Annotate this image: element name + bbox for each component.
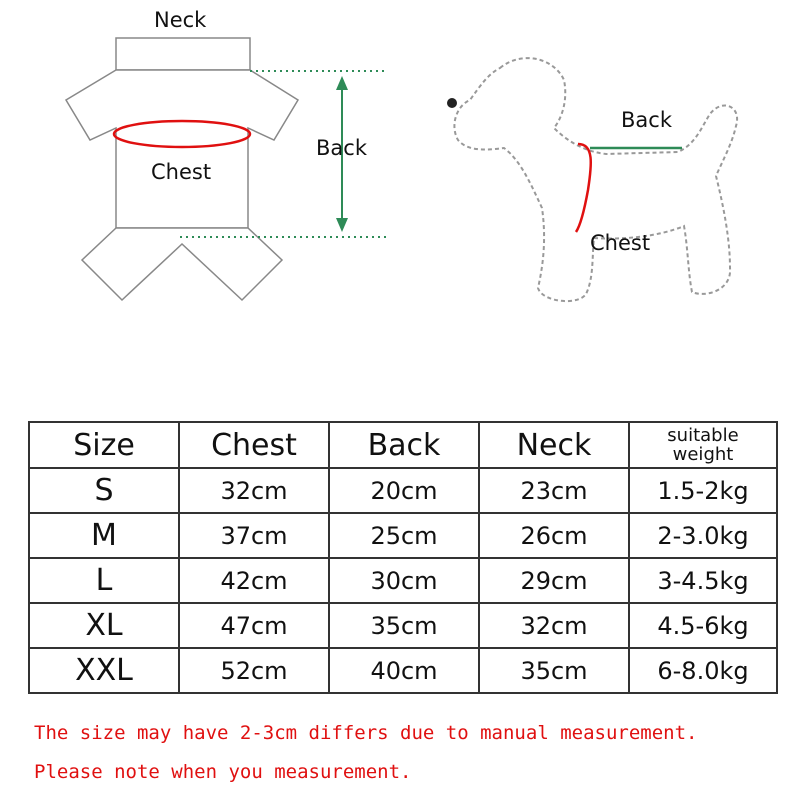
cell-neck: 35cm	[479, 648, 629, 693]
dog-nose	[447, 98, 457, 108]
cell-size: S	[29, 468, 179, 513]
cell-weight: 4.5-6kg	[629, 603, 777, 648]
garment-legs-outline	[82, 228, 282, 300]
cell-size: L	[29, 558, 179, 603]
header-chest: Chest	[179, 422, 329, 468]
size-table	[28, 421, 778, 694]
garment-neck-label: Neck	[154, 8, 207, 32]
measurement-note-line2: Please note when you measurement.	[34, 761, 412, 783]
table-row	[29, 468, 777, 513]
cell-neck: 26cm	[479, 513, 629, 558]
garment-back-label: Back	[316, 136, 367, 160]
cell-weight: 6-8.0kg	[629, 648, 777, 693]
cell-back: 40cm	[329, 648, 479, 693]
header-back: Back	[329, 422, 479, 468]
cell-size: M	[29, 513, 179, 558]
garment-body-outline	[66, 70, 298, 228]
header-neck: Neck	[479, 422, 629, 468]
dog-outline	[454, 58, 737, 301]
back-arrow-head-bottom	[336, 218, 348, 232]
cell-size: XL	[29, 603, 179, 648]
garment-collar	[116, 38, 250, 70]
dog-back-label: Back	[621, 108, 672, 132]
cell-chest: 47cm	[179, 603, 329, 648]
table-row	[29, 558, 777, 603]
cell-neck: 29cm	[479, 558, 629, 603]
cell-chest: 32cm	[179, 468, 329, 513]
header-size: Size	[29, 422, 179, 468]
cell-chest: 42cm	[179, 558, 329, 603]
cell-chest: 37cm	[179, 513, 329, 558]
cell-back: 30cm	[329, 558, 479, 603]
cell-back: 25cm	[329, 513, 479, 558]
cell-neck: 32cm	[479, 603, 629, 648]
table-header-row	[29, 422, 777, 468]
dog-diagram	[430, 40, 750, 310]
cell-weight: 1.5-2kg	[629, 468, 777, 513]
cell-chest: 52cm	[179, 648, 329, 693]
header-weight	[629, 422, 777, 468]
garment-chest-label: Chest	[151, 160, 212, 184]
table-row	[29, 513, 777, 558]
header-weight-line1: suitable	[667, 425, 739, 446]
cell-weight: 3-4.5kg	[629, 558, 777, 603]
cell-size: XXL	[29, 648, 179, 693]
cell-back: 35cm	[329, 603, 479, 648]
header-weight-line2: weight	[672, 444, 734, 465]
measurement-note-line1: The size may have 2-3cm differs due to manual measurement.	[34, 722, 698, 744]
back-arrow-head-top	[336, 76, 348, 90]
cell-back: 20cm	[329, 468, 479, 513]
table-row	[29, 603, 777, 648]
cell-neck: 23cm	[479, 468, 629, 513]
table-row	[29, 648, 777, 693]
dog-chest-label: Chest	[590, 231, 651, 255]
cell-weight: 2-3.0kg	[629, 513, 777, 558]
